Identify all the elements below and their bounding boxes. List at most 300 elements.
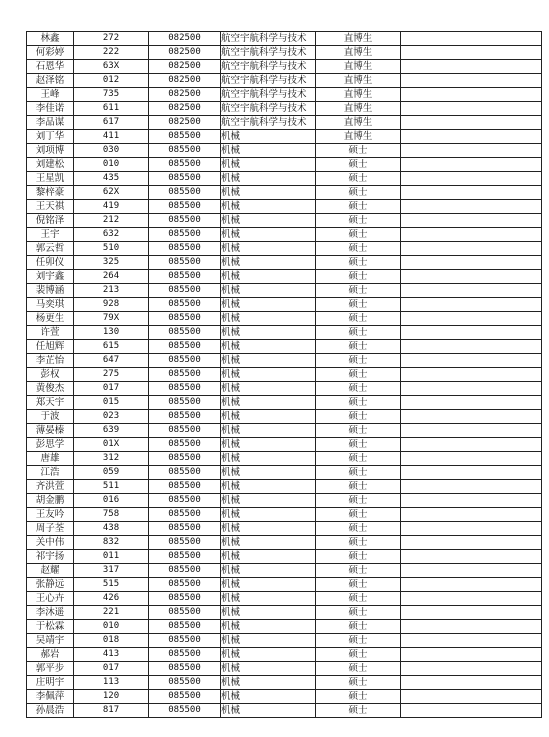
cell-major-name: 机械 [221,606,316,620]
cell-id-suffix: 647 [74,354,149,368]
cell-degree-type: 硕士 [316,298,401,312]
cell-empty [401,634,542,648]
cell-major-code: 082500 [149,116,221,130]
cell-empty [401,326,542,340]
cell-major-name: 机械 [221,508,316,522]
cell-empty [401,200,542,214]
table-row [27,396,542,410]
cell-empty [401,704,542,718]
cell-major-code: 085500 [149,312,221,326]
cell-major-name: 机械 [221,662,316,676]
cell-major-code: 082500 [149,32,221,46]
cell-major-code: 082500 [149,74,221,88]
cell-major-name: 机械 [221,284,316,298]
table-row [27,172,542,186]
cell-major-name: 机械 [221,270,316,284]
cell-id-suffix: 758 [74,508,149,522]
cell-major-name: 机械 [221,620,316,634]
cell-id-suffix: 438 [74,522,149,536]
cell-degree-type: 硕士 [316,312,401,326]
cell-id-suffix: 411 [74,130,149,144]
cell-degree-type: 硕士 [316,606,401,620]
cell-major-code: 085500 [149,578,221,592]
cell-id-suffix: 221 [74,606,149,620]
cell-major-code: 085500 [149,158,221,172]
cell-major-name: 航空宇航科学与技术 [221,60,316,74]
cell-name: 刘项博 [27,144,74,158]
cell-major-name: 机械 [221,130,316,144]
cell-major-name: 机械 [221,536,316,550]
cell-name: 齐洪萱 [27,480,74,494]
cell-id-suffix: 510 [74,242,149,256]
table-row [27,144,542,158]
cell-degree-type: 直博生 [316,32,401,46]
cell-major-code: 085500 [149,438,221,452]
cell-degree-type: 硕士 [316,186,401,200]
table-row [27,298,542,312]
cell-empty [401,620,542,634]
cell-major-name: 机械 [221,648,316,662]
cell-major-name: 机械 [221,396,316,410]
cell-degree-type: 硕士 [316,662,401,676]
cell-empty [401,102,542,116]
cell-id-suffix: 735 [74,88,149,102]
cell-degree-type: 硕士 [316,676,401,690]
cell-empty [401,410,542,424]
cell-name: 任旭辉 [27,340,74,354]
cell-id-suffix: 015 [74,396,149,410]
cell-major-code: 085500 [149,676,221,690]
cell-major-code: 085500 [149,606,221,620]
cell-major-name: 机械 [221,242,316,256]
table-row [27,102,542,116]
table-row [27,46,542,60]
cell-degree-type: 硕士 [316,270,401,284]
cell-degree-type: 硕士 [316,228,401,242]
cell-id-suffix: 312 [74,452,149,466]
cell-id-suffix: 272 [74,32,149,46]
cell-id-suffix: 130 [74,326,149,340]
cell-major-code: 085500 [149,368,221,382]
table-row [27,466,542,480]
cell-degree-type: 硕士 [316,704,401,718]
cell-major-code: 085500 [149,634,221,648]
table-row [27,522,542,536]
cell-empty [401,494,542,508]
cell-empty [401,256,542,270]
cell-degree-type: 直博生 [316,102,401,116]
cell-major-name: 机械 [221,256,316,270]
cell-degree-type: 硕士 [316,690,401,704]
cell-empty [401,424,542,438]
cell-empty [401,382,542,396]
cell-degree-type: 硕士 [316,172,401,186]
cell-degree-type: 硕士 [316,536,401,550]
cell-major-code: 085500 [149,172,221,186]
cell-degree-type: 硕士 [316,424,401,438]
cell-name: 周子荃 [27,522,74,536]
table-row [27,74,542,88]
cell-degree-type: 硕士 [316,508,401,522]
cell-name: 何彩婷 [27,46,74,60]
cell-id-suffix: 639 [74,424,149,438]
cell-id-suffix: 030 [74,144,149,158]
cell-name: 张静远 [27,578,74,592]
cell-name: 李芷怡 [27,354,74,368]
cell-id-suffix: 264 [74,270,149,284]
cell-name: 郭云哲 [27,242,74,256]
cell-empty [401,592,542,606]
cell-major-name: 机械 [221,144,316,158]
cell-degree-type: 直博生 [316,88,401,102]
cell-name: 杨更生 [27,312,74,326]
cell-major-name: 机械 [221,228,316,242]
cell-degree-type: 硕士 [316,578,401,592]
cell-major-code: 085500 [149,382,221,396]
cell-degree-type: 硕士 [316,648,401,662]
cell-name: 于波 [27,410,74,424]
table-row [27,690,542,704]
table-row [27,508,542,522]
table-row [27,662,542,676]
cell-empty [401,550,542,564]
table-row [27,606,542,620]
cell-empty [401,312,542,326]
cell-name: 刘宇鑫 [27,270,74,284]
table-row [27,242,542,256]
cell-degree-type: 硕士 [316,158,401,172]
cell-id-suffix: 817 [74,704,149,718]
cell-degree-type: 硕士 [316,242,401,256]
cell-major-name: 机械 [221,158,316,172]
cell-id-suffix: 632 [74,228,149,242]
cell-degree-type: 硕士 [316,410,401,424]
cell-name: 裴博涵 [27,284,74,298]
cell-id-suffix: 113 [74,676,149,690]
cell-name: 许萱 [27,326,74,340]
cell-empty [401,88,542,102]
cell-id-suffix: 010 [74,620,149,634]
cell-degree-type: 硕士 [316,284,401,298]
cell-name: 王心卉 [27,592,74,606]
cell-id-suffix: 611 [74,102,149,116]
cell-empty [401,508,542,522]
cell-degree-type: 直博生 [316,46,401,60]
cell-empty [401,690,542,704]
table-row [27,186,542,200]
cell-major-name: 机械 [221,592,316,606]
cell-id-suffix: 617 [74,116,149,130]
cell-name: 王峰 [27,88,74,102]
cell-name: 李品谋 [27,116,74,130]
table-row [27,592,542,606]
cell-empty [401,438,542,452]
cell-major-name: 机械 [221,326,316,340]
cell-id-suffix: 017 [74,382,149,396]
cell-major-name: 机械 [221,634,316,648]
cell-major-name: 机械 [221,564,316,578]
cell-empty [401,60,542,74]
cell-name: 关中伟 [27,536,74,550]
table-row [27,284,542,298]
cell-name: 马奕琪 [27,298,74,312]
table-row [27,620,542,634]
cell-major-code: 085500 [149,564,221,578]
cell-degree-type: 硕士 [316,620,401,634]
cell-degree-type: 硕士 [316,144,401,158]
cell-empty [401,214,542,228]
cell-id-suffix: 01X [74,438,149,452]
cell-major-code: 085500 [149,298,221,312]
cell-major-name: 机械 [221,298,316,312]
cell-major-code: 082500 [149,60,221,74]
cell-major-name: 机械 [221,690,316,704]
cell-name: 黄俊杰 [27,382,74,396]
cell-degree-type: 硕士 [316,480,401,494]
cell-name: 于松霖 [27,620,74,634]
cell-degree-type: 直博生 [316,60,401,74]
cell-major-code: 085500 [149,130,221,144]
cell-empty [401,298,542,312]
table-row [27,550,542,564]
table-row [27,494,542,508]
cell-id-suffix: 511 [74,480,149,494]
table-row [27,564,542,578]
cell-id-suffix: 317 [74,564,149,578]
cell-id-suffix: 212 [74,214,149,228]
cell-major-code: 085500 [149,662,221,676]
cell-major-name: 机械 [221,410,316,424]
cell-major-name: 机械 [221,368,316,382]
cell-empty [401,606,542,620]
cell-major-name: 机械 [221,382,316,396]
cell-degree-type: 直博生 [316,130,401,144]
cell-name: 赵耀 [27,564,74,578]
cell-id-suffix: 213 [74,284,149,298]
cell-id-suffix: 010 [74,158,149,172]
cell-major-code: 085500 [149,354,221,368]
cell-degree-type: 硕士 [316,466,401,480]
cell-degree-type: 硕士 [316,634,401,648]
cell-name: 李沐遥 [27,606,74,620]
cell-degree-type: 硕士 [316,326,401,340]
cell-degree-type: 硕士 [316,494,401,508]
cell-major-name: 机械 [221,214,316,228]
cell-degree-type: 直博生 [316,116,401,130]
cell-major-code: 085500 [149,480,221,494]
cell-name: 彭思学 [27,438,74,452]
cell-empty [401,46,542,60]
cell-id-suffix: 222 [74,46,149,60]
cell-major-code: 085500 [149,508,221,522]
cell-major-name: 机械 [221,354,316,368]
cell-id-suffix: 515 [74,578,149,592]
cell-id-suffix: 832 [74,536,149,550]
cell-major-code: 085500 [149,550,221,564]
cell-degree-type: 硕士 [316,396,401,410]
cell-id-suffix: 275 [74,368,149,382]
cell-degree-type: 硕士 [316,368,401,382]
cell-degree-type: 硕士 [316,550,401,564]
cell-major-code: 085500 [149,144,221,158]
cell-major-code: 085500 [149,592,221,606]
cell-major-code: 085500 [149,256,221,270]
cell-major-name: 机械 [221,494,316,508]
cell-major-code: 085500 [149,466,221,480]
cell-degree-type: 硕士 [316,452,401,466]
cell-degree-type: 硕士 [316,438,401,452]
cell-name: 祁宇扬 [27,550,74,564]
cell-name: 刘建松 [27,158,74,172]
cell-major-code: 085500 [149,396,221,410]
cell-name: 李佳诺 [27,102,74,116]
cell-major-name: 机械 [221,578,316,592]
table-row [27,676,542,690]
cell-major-name: 机械 [221,466,316,480]
cell-name: 唐雄 [27,452,74,466]
cell-empty [401,116,542,130]
cell-empty [401,648,542,662]
cell-id-suffix: 413 [74,648,149,662]
cell-empty [401,536,542,550]
cell-degree-type: 硕士 [316,564,401,578]
cell-major-name: 机械 [221,172,316,186]
cell-major-code: 085500 [149,340,221,354]
cell-major-code: 085500 [149,536,221,550]
cell-id-suffix: 435 [74,172,149,186]
cell-name: 江浩 [27,466,74,480]
cell-name: 任卯仪 [27,256,74,270]
cell-name: 庄明宇 [27,676,74,690]
cell-major-code: 085500 [149,494,221,508]
cell-empty [401,564,542,578]
cell-major-code: 085500 [149,424,221,438]
cell-major-name: 机械 [221,186,316,200]
table-row [27,424,542,438]
cell-id-suffix: 011 [74,550,149,564]
cell-major-name: 机械 [221,452,316,466]
cell-degree-type: 硕士 [316,382,401,396]
table-row [27,354,542,368]
cell-major-code: 082500 [149,88,221,102]
cell-name: 黎梓豪 [27,186,74,200]
cell-id-suffix: 018 [74,634,149,648]
table-row [27,634,542,648]
cell-id-suffix: 928 [74,298,149,312]
cell-empty [401,186,542,200]
cell-major-code: 085500 [149,690,221,704]
cell-empty [401,452,542,466]
cell-empty [401,242,542,256]
cell-major-name: 航空宇航科学与技术 [221,88,316,102]
cell-empty [401,466,542,480]
cell-name: 倪铭泽 [27,214,74,228]
cell-name: 孙晨浩 [27,704,74,718]
table-row [27,32,542,46]
table-row [27,578,542,592]
cell-degree-type: 硕士 [316,340,401,354]
cell-empty [401,578,542,592]
cell-name: 王天祺 [27,200,74,214]
cell-major-name: 机械 [221,312,316,326]
cell-id-suffix: 615 [74,340,149,354]
cell-major-name: 机械 [221,676,316,690]
cell-degree-type: 硕士 [316,214,401,228]
table-row [27,228,542,242]
cell-empty [401,158,542,172]
table-row [27,158,542,172]
cell-major-name: 机械 [221,200,316,214]
table-row [27,536,542,550]
table-row [27,312,542,326]
cell-id-suffix: 023 [74,410,149,424]
cell-major-code: 085500 [149,620,221,634]
table-row [27,88,542,102]
cell-id-suffix: 059 [74,466,149,480]
cell-major-name: 机械 [221,424,316,438]
cell-major-name: 机械 [221,704,316,718]
cell-major-code: 085500 [149,242,221,256]
table-row [27,382,542,396]
cell-major-name: 航空宇航科学与技术 [221,116,316,130]
table-row [27,368,542,382]
cell-major-name: 机械 [221,522,316,536]
cell-empty [401,662,542,676]
cell-empty [401,284,542,298]
cell-empty [401,172,542,186]
cell-degree-type: 直博生 [316,74,401,88]
cell-empty [401,130,542,144]
cell-major-code: 082500 [149,46,221,60]
cell-id-suffix: 120 [74,690,149,704]
student-table [26,31,542,718]
cell-degree-type: 硕士 [316,522,401,536]
cell-major-code: 085500 [149,214,221,228]
cell-major-name: 机械 [221,480,316,494]
cell-empty [401,32,542,46]
cell-name: 郭平步 [27,662,74,676]
cell-empty [401,396,542,410]
cell-degree-type: 硕士 [316,200,401,214]
cell-major-code: 082500 [149,102,221,116]
cell-name: 吴靖宇 [27,634,74,648]
table-row [27,130,542,144]
table-row [27,410,542,424]
cell-empty [401,270,542,284]
cell-empty [401,74,542,88]
cell-id-suffix: 325 [74,256,149,270]
cell-major-name: 机械 [221,438,316,452]
cell-major-code: 085500 [149,452,221,466]
table-row [27,256,542,270]
table-row [27,270,542,284]
table-row [27,452,542,466]
cell-name: 彭权 [27,368,74,382]
cell-empty [401,368,542,382]
cell-empty [401,676,542,690]
cell-empty [401,354,542,368]
cell-id-suffix: 426 [74,592,149,606]
cell-id-suffix: 419 [74,200,149,214]
cell-name: 胡金鹏 [27,494,74,508]
table-row [27,438,542,452]
cell-major-code: 085500 [149,270,221,284]
cell-name: 王友吟 [27,508,74,522]
cell-major-code: 085500 [149,326,221,340]
cell-empty [401,144,542,158]
cell-id-suffix: 017 [74,662,149,676]
cell-major-code: 085500 [149,648,221,662]
